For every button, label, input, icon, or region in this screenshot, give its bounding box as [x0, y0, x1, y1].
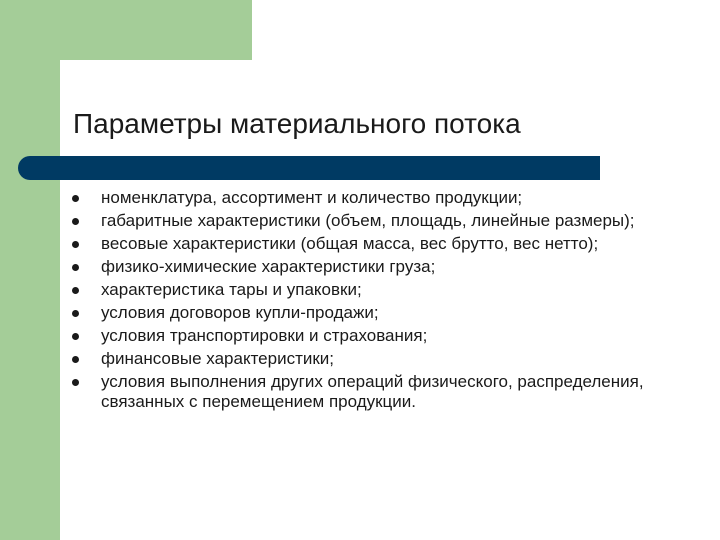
bullet-list [72, 188, 672, 415]
bullet-item [72, 257, 672, 277]
bullet-dot-icon [72, 264, 79, 271]
bullet-text: условия выполнения других операций физического, распределения, связанных с перемещением продукции. [101, 372, 644, 411]
bullet-text: номенклатура, ассортимент и количество продукции; [101, 188, 523, 207]
bullet-text: физико-химические характеристики груза; [101, 257, 436, 276]
bullet-text: характеристика тары и упаковки; [101, 280, 362, 299]
bullet-text: весовые характеристики (общая масса, вес брутто, вес нетто); [101, 234, 599, 253]
bullet-dot-icon [72, 333, 79, 340]
bullet-dot-icon [72, 195, 79, 202]
title-underline-bar [18, 156, 600, 180]
slide-title: Параметры материального потока [73, 108, 521, 139]
green-accent-block [60, 0, 252, 60]
bullet-text: габаритные характеристики (объем, площадь, линейные размеры); [101, 211, 635, 230]
bullet-item [72, 326, 672, 346]
bullet-item [72, 349, 672, 369]
bullet-item [72, 211, 672, 231]
bullet-item [72, 280, 672, 300]
bullet-dot-icon [72, 310, 79, 317]
bullet-text: условия транспортировки и страхования; [101, 326, 428, 345]
bullet-item [72, 234, 672, 254]
bullet-text: условия договоров купли-продажи; [101, 303, 379, 322]
bullet-item [72, 303, 672, 323]
bullet-dot-icon [72, 218, 79, 225]
bullet-text: финансовые характеристики; [101, 349, 335, 368]
bullet-dot-icon [72, 241, 79, 248]
bullet-dot-icon [72, 379, 79, 386]
bullet-dot-icon [72, 287, 79, 294]
bullet-item [72, 372, 672, 412]
bullet-item [72, 188, 672, 208]
bullet-dot-icon [72, 356, 79, 363]
green-accent-column [0, 0, 60, 540]
